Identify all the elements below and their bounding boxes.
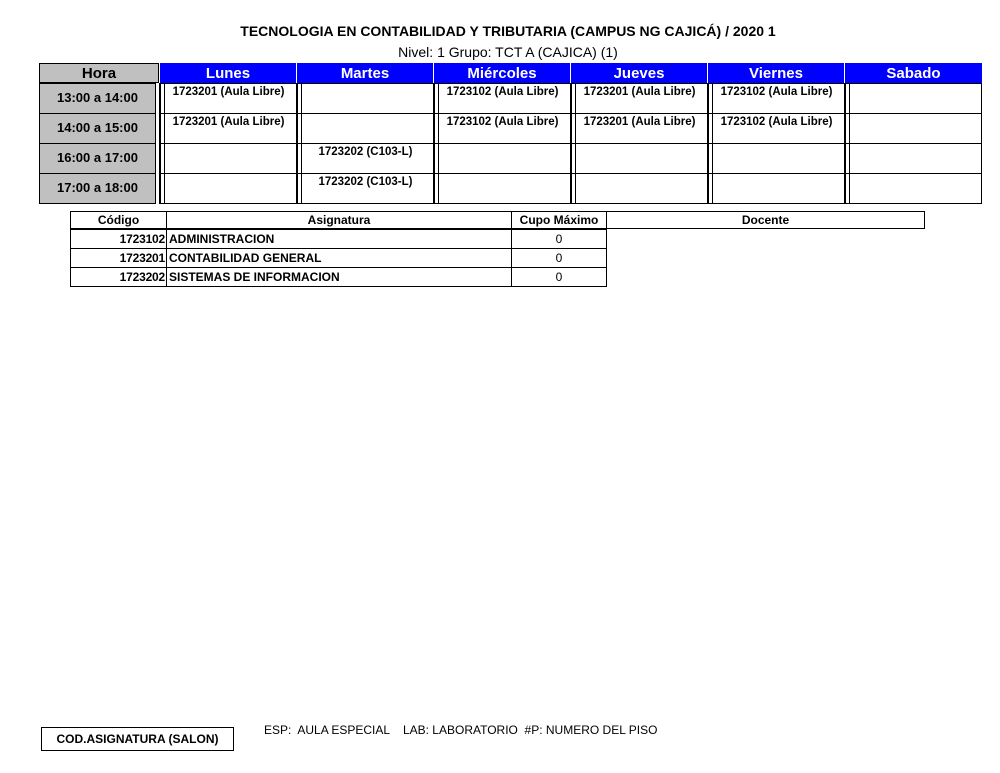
schedule-cell: 1723102 (Aula Libre) bbox=[708, 113, 845, 144]
schedule-cell bbox=[708, 173, 845, 204]
subject-cupo: 0 bbox=[511, 267, 607, 287]
page-title: TECNOLOGIA EN CONTABILIDAD Y TRIBUTARIA (CAMPUS NG CAJICÁ) / 2020 1 bbox=[240, 23, 776, 39]
subject-code: 1723202 bbox=[70, 267, 167, 287]
day-header-sabado: Sabado bbox=[845, 63, 982, 83]
day-header-miercoles: Miércoles bbox=[434, 63, 570, 83]
hora-cell: 14:00 a 15:00 bbox=[39, 113, 156, 144]
day-header-martes: Martes bbox=[297, 63, 433, 83]
subject-name: SISTEMAS DE INFORMACION bbox=[166, 267, 512, 287]
schedule-cell: 1723102 (Aula Libre) bbox=[708, 83, 845, 114]
hora-header: Hora bbox=[39, 63, 159, 83]
schedule-cell: 1723102 (Aula Libre) bbox=[434, 113, 571, 144]
schedule-cell: 1723201 (Aula Libre) bbox=[571, 113, 708, 144]
schedule-cell: 1723102 (Aula Libre) bbox=[434, 83, 571, 114]
subject-code: 1723102 bbox=[70, 229, 167, 249]
subject-cupo: 0 bbox=[511, 248, 607, 268]
schedule-cell bbox=[845, 143, 982, 174]
hora-cell: 13:00 a 14:00 bbox=[39, 83, 156, 114]
legend-text: ESP: AULA ESPECIAL LAB: LABORATORIO #P: NUMERO DEL PISO bbox=[264, 723, 658, 737]
cupo-header: Cupo Máximo bbox=[511, 211, 607, 229]
schedule-cell bbox=[297, 83, 434, 114]
subject-cupo: 0 bbox=[511, 229, 607, 249]
hora-cell: 16:00 a 17:00 bbox=[39, 143, 156, 174]
schedule-cell: 1723201 (Aula Libre) bbox=[571, 83, 708, 114]
day-header-jueves: Jueves bbox=[571, 63, 707, 83]
schedule-cell bbox=[708, 143, 845, 174]
hora-cell: 17:00 a 18:00 bbox=[39, 173, 156, 204]
legend-box: COD.ASIGNATURA (SALON) bbox=[41, 727, 234, 751]
schedule-cell bbox=[297, 113, 434, 144]
schedule-cell: 1723201 (Aula Libre) bbox=[160, 83, 297, 114]
day-header-viernes: Viernes bbox=[708, 63, 844, 83]
subject-name: CONTABILIDAD GENERAL bbox=[166, 248, 512, 268]
schedule-cell bbox=[845, 173, 982, 204]
docente-header: Docente bbox=[606, 211, 925, 229]
schedule-cell bbox=[571, 173, 708, 204]
page-subtitle: Nivel: 1 Grupo: TCT A (CAJICA) (1) bbox=[398, 44, 618, 60]
schedule-cell: 1723202 (C103-L) bbox=[297, 143, 434, 174]
schedule-cell bbox=[845, 113, 982, 144]
day-header-lunes: Lunes bbox=[160, 63, 296, 83]
codigo-header: Código bbox=[70, 211, 167, 229]
asignatura-header: Asignatura bbox=[166, 211, 512, 229]
schedule-cell bbox=[434, 173, 571, 204]
schedule-cell bbox=[434, 143, 571, 174]
subject-code: 1723201 bbox=[70, 248, 167, 268]
schedule-cell bbox=[160, 173, 297, 204]
subject-name: ADMINISTRACION bbox=[166, 229, 512, 249]
schedule-cell: 1723201 (Aula Libre) bbox=[160, 113, 297, 144]
schedule-cell bbox=[160, 143, 297, 174]
schedule-cell bbox=[845, 83, 982, 114]
schedule-cell: 1723202 (C103-L) bbox=[297, 173, 434, 204]
schedule-cell bbox=[571, 143, 708, 174]
